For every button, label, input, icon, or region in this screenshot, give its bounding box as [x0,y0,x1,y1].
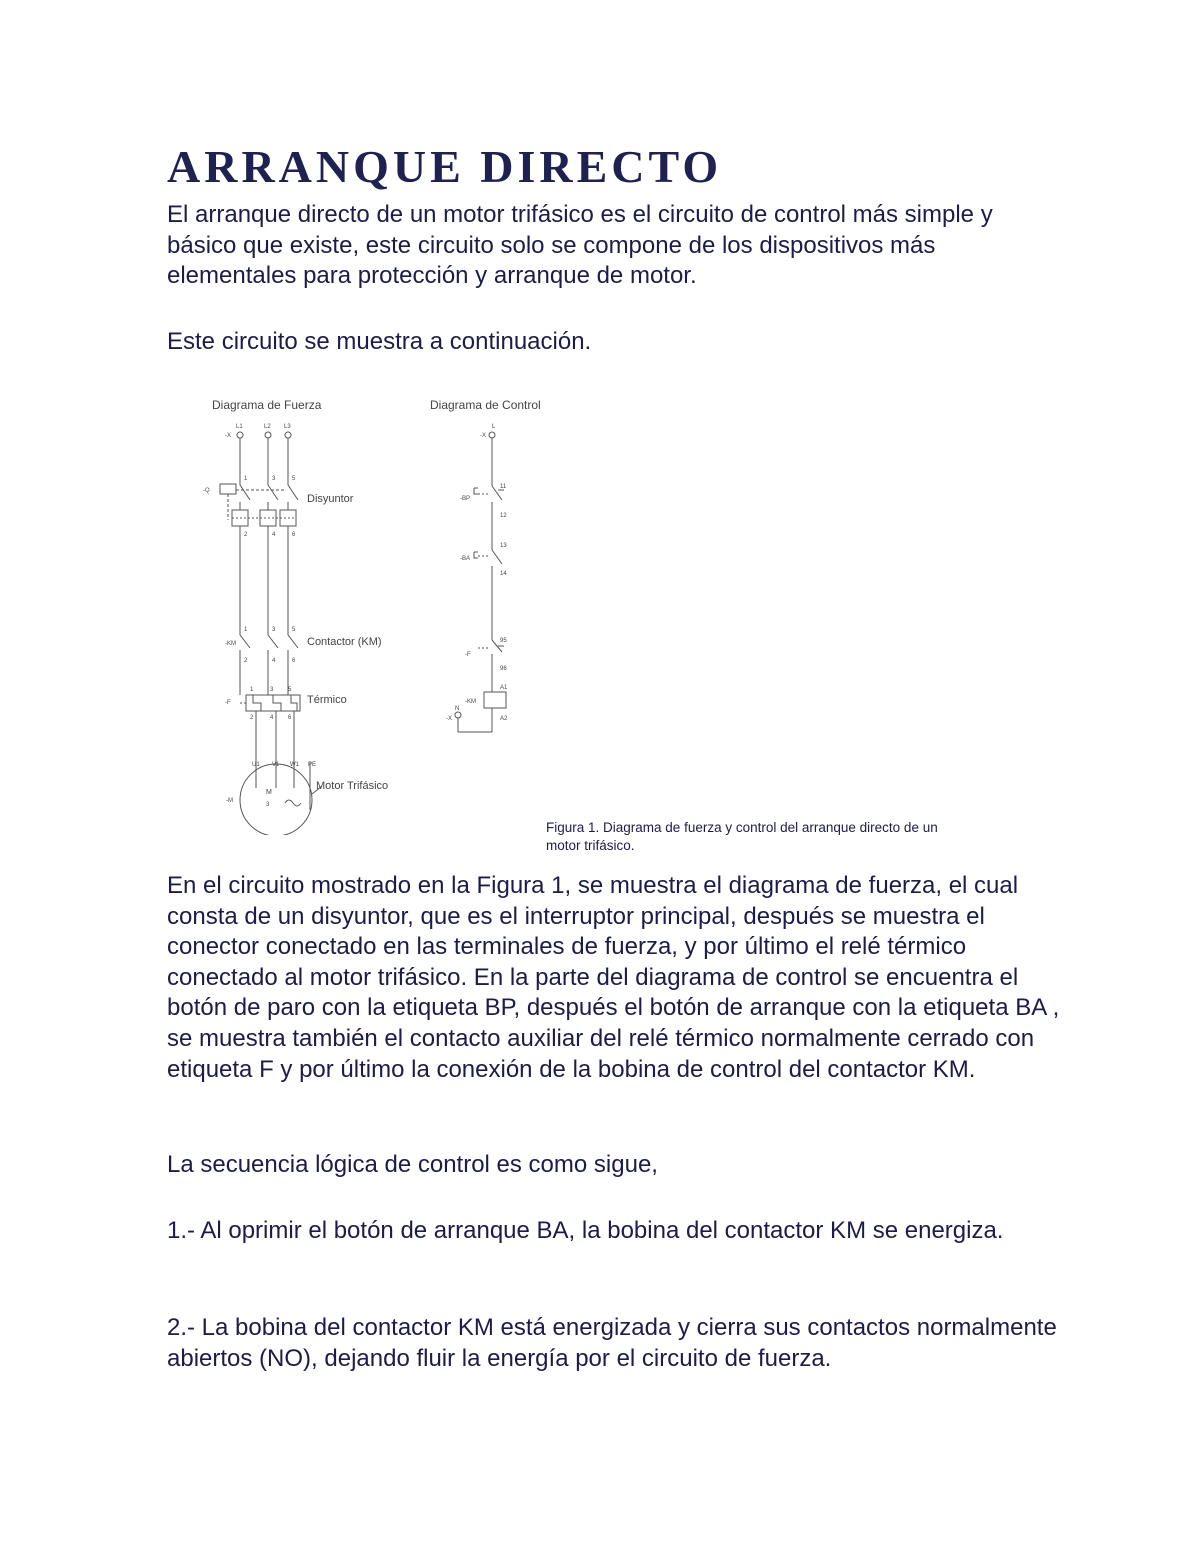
figure-caption [546,819,1036,855]
contactor-pin-3: 3 [272,627,276,633]
control-thermal-tag: -F [465,652,471,658]
thermal-pin-96: 96 [500,666,507,672]
breaker-label: Disyuntor [307,493,354,505]
figure-caption-line-1: Figura 1. Diagrama de fuerza y control del arranque directo de un [546,820,938,835]
neutral-terminal-label: N [455,706,460,712]
coil-pin-a1: A1 [500,685,508,691]
control-supply-terminal: L [492,424,496,430]
motor-tag: -M [226,798,233,804]
shown-below-paragraph: Este circuito se muestra a continuación. [167,328,592,355]
terminal-l3-label: L3 [284,424,291,430]
breaker-pin-5: 5 [292,476,296,482]
breaker-pin-4: 4 [272,532,276,538]
power-diagram-heading: Diagrama de Fuerza [212,398,322,412]
breaker-pin-6: 6 [292,532,296,538]
motor-terminal-u1: U1 [252,762,260,768]
start-pin-14: 14 [500,571,507,577]
thermal-pin-3: 3 [270,687,274,693]
breaker-tag: -Q [203,488,210,494]
thermal-tag: -F [225,700,231,706]
thermal-pin-5: 5 [288,687,292,693]
step-1-paragraph: 1.- Al oprimir el botón de arranque BA, la bobina del contactor KM se energiza. [167,1217,1004,1244]
motor-symbol: M [266,789,272,796]
thermal-pin-95: 95 [500,638,507,644]
intro-paragraph: El arranque directo de un motor trifásico es el circuito de control más simple y básico que existe, este circuito solo se compone de los dispositivos más elementales para protección y arranque de motor. [167,201,993,290]
motor-terminal-v1: V1 [272,762,280,768]
thermal-pin-6: 6 [288,715,292,721]
circuit-diagram-figure [190,390,570,835]
motor-phases: 3 [266,802,270,808]
contactor-pin-2: 2 [244,658,248,664]
control-diagram-heading: Diagrama de Control [430,398,541,412]
contactor-pin-6: 6 [292,658,296,664]
motor-terminal-w1: W1 [290,762,299,768]
page-title: ARRANQUE DIRECTO [167,141,723,192]
thermal-label: Térmico [307,694,347,706]
contactor-label: Contactor (KM) [307,636,382,648]
neutral-tag: -X [446,716,452,722]
contactor-tag: -KM [225,641,236,647]
sequence-intro-paragraph: La secuencia lógica de control es como sigue, [167,1151,658,1178]
motor-terminal-pe: PE [308,762,317,768]
thermal-pin-2: 2 [250,715,254,721]
stop-pin-11: 11 [500,484,507,490]
contactor-pin-1: 1 [244,627,248,633]
control-supply-tag: -X [480,433,486,439]
breaker-pin-3: 3 [272,476,276,482]
terminal-l1-label: L1 [236,424,243,430]
stop-pin-12: 12 [500,513,507,519]
power-supply-tag: -X [225,433,231,439]
thermal-pin-4: 4 [270,715,274,721]
contactor-pin-4: 4 [272,658,276,664]
figure-caption-line-2: motor trifásico. [546,838,635,853]
coil-pin-a2: A2 [500,716,508,722]
explanation-paragraph: En el circuito mostrado en la Figura 1, se muestra el diagrama de fuerza, el cual consta de un disyuntor, que es el interruptor principal, después se muestra el conector conectado en las terminales de fuerza, y por último el relé térmico conectado al motor trifásico. En la parte del diagrama de control se encuentra el botón de paro con la etiqueta BP, después el botón de arranque con la etiqueta BA , se muestra también el contacto auxiliar del relé térmico normalmente cerrado con etiqueta F y por último la conexión de la bobina de control del contactor KM. [167,872,1060,1083]
thermal-pin-1: 1 [250,687,254,693]
start-pin-13: 13 [500,543,507,549]
coil-tag: -KM [465,699,476,705]
motor-label: Motor Trifásico [316,780,389,792]
terminal-l2-label: L2 [264,424,271,430]
contactor-pin-5: 5 [292,627,296,633]
start-button-tag: -BA [460,556,471,562]
breaker-pin-2: 2 [244,532,248,538]
stop-button-tag: -BP [460,496,471,502]
step-2-paragraph: 2.- La bobina del contactor KM está energizada y cierra sus contactos normalmente abiertos (NO), dejando fluir la energía por el circuito de fuerza. [167,1314,1057,1372]
breaker-pin-1: 1 [244,476,248,482]
